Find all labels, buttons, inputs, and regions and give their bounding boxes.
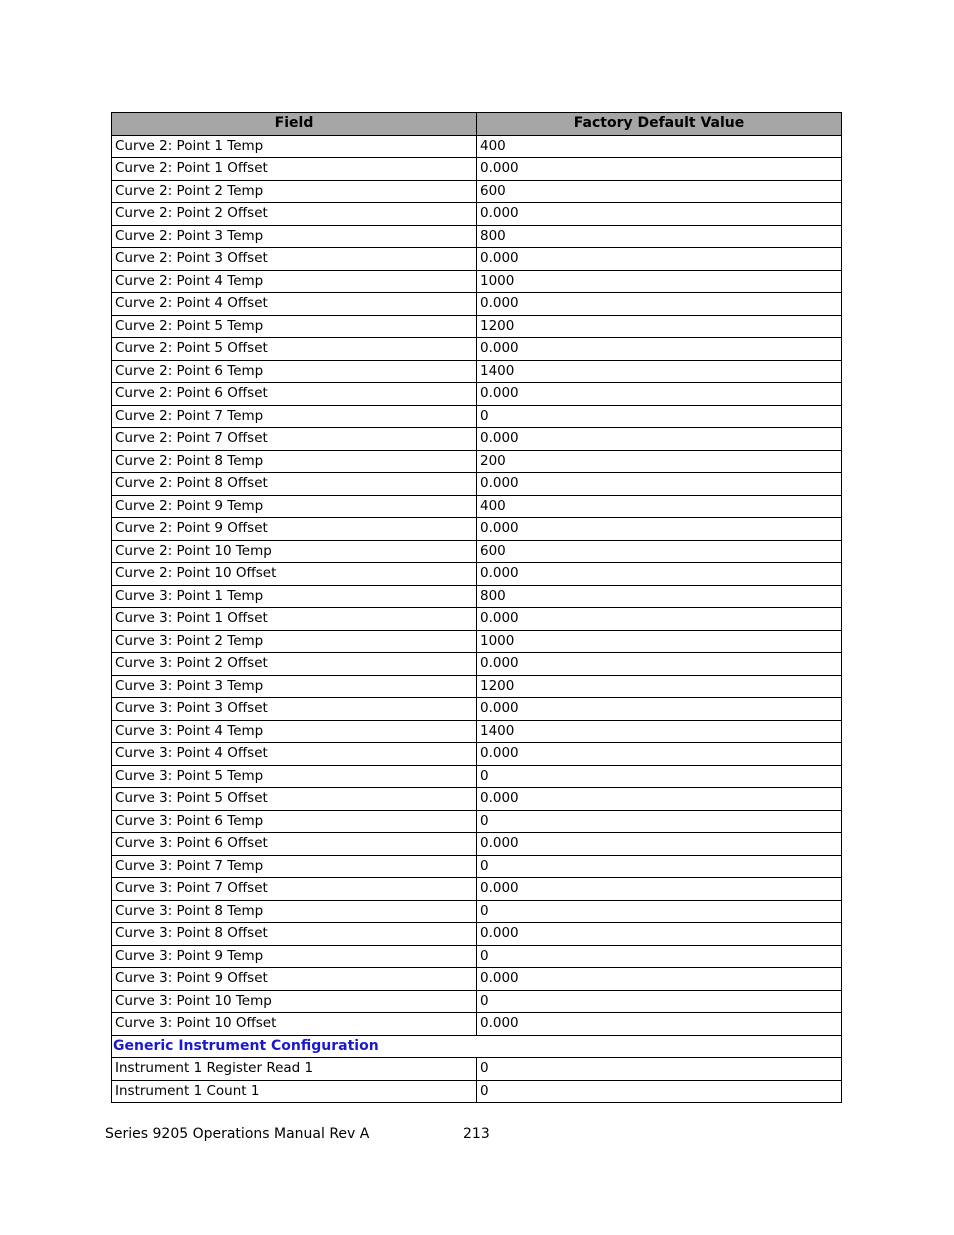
default-value-cell: 200 [477, 450, 842, 473]
default-value-cell: 1200 [477, 315, 842, 338]
field-cell: Curve 2: Point 2 Temp [112, 180, 477, 203]
default-value-cell: 0.000 [477, 473, 842, 496]
default-value-cell: 0.000 [477, 743, 842, 766]
default-value-cell: 0 [477, 945, 842, 968]
default-value-cell: 0 [477, 855, 842, 878]
table-row [112, 158, 842, 181]
field-cell: Curve 3: Point 6 Offset [112, 833, 477, 856]
field-cell: Curve 3: Point 9 Offset [112, 968, 477, 991]
default-value-cell: 0.000 [477, 563, 842, 586]
field-cell: Curve 3: Point 2 Offset [112, 653, 477, 676]
field-cell: Curve 2: Point 1 Offset [112, 158, 477, 181]
table-row [112, 698, 842, 721]
default-value-cell: 1000 [477, 630, 842, 653]
default-value-cell: 0.000 [477, 923, 842, 946]
field-cell: Curve 3: Point 2 Temp [112, 630, 477, 653]
default-value-cell: 0 [477, 1080, 842, 1103]
default-value-cell: 1400 [477, 360, 842, 383]
footer-manual-title: Series 9205 Operations Manual Rev A [105, 1126, 370, 1142]
table-row [112, 135, 842, 158]
table-row [112, 743, 842, 766]
default-value-cell: 0 [477, 405, 842, 428]
default-value-cell: 0 [477, 990, 842, 1013]
field-cell: Curve 2: Point 6 Offset [112, 383, 477, 406]
table-row [112, 180, 842, 203]
table-row [112, 563, 842, 586]
table-row [112, 293, 842, 316]
field-cell: Curve 3: Point 3 Temp [112, 675, 477, 698]
default-value-cell: 0.000 [477, 698, 842, 721]
default-value-cell: 600 [477, 540, 842, 563]
field-cell: Curve 2: Point 4 Offset [112, 293, 477, 316]
field-cell: Curve 2: Point 4 Temp [112, 270, 477, 293]
field-cell: Curve 3: Point 8 Temp [112, 900, 477, 923]
default-value-cell: 0.000 [477, 878, 842, 901]
default-value-cell: 1200 [477, 675, 842, 698]
table-row [112, 203, 842, 226]
table-row [112, 968, 842, 991]
field-cell: Curve 3: Point 10 Temp [112, 990, 477, 1013]
field-cell: Curve 2: Point 9 Temp [112, 495, 477, 518]
table-row [112, 1058, 842, 1081]
default-value-cell: 800 [477, 225, 842, 248]
default-value-cell: 0.000 [477, 968, 842, 991]
default-value-cell: 400 [477, 135, 842, 158]
field-cell: Curve 2: Point 5 Temp [112, 315, 477, 338]
table-row [112, 473, 842, 496]
field-cell: Curve 2: Point 8 Offset [112, 473, 477, 496]
table-row [112, 1013, 842, 1036]
section-heading: Generic Instrument Configuration [112, 1035, 842, 1058]
table-row [112, 338, 842, 361]
default-value-cell: 0.000 [477, 248, 842, 271]
default-value-cell: 0.000 [477, 833, 842, 856]
default-value-cell: 0.000 [477, 338, 842, 361]
field-cell: Curve 3: Point 1 Offset [112, 608, 477, 631]
table-row [112, 428, 842, 451]
field-cell: Curve 3: Point 5 Temp [112, 765, 477, 788]
table-row [112, 878, 842, 901]
table-row [112, 450, 842, 473]
field-cell: Curve 3: Point 3 Offset [112, 698, 477, 721]
table-row [112, 788, 842, 811]
table-row [112, 810, 842, 833]
table-row [112, 608, 842, 631]
default-value-cell: 0 [477, 765, 842, 788]
field-cell: Curve 2: Point 6 Temp [112, 360, 477, 383]
field-cell: Curve 2: Point 1 Temp [112, 135, 477, 158]
table-row [112, 923, 842, 946]
default-value-cell: 800 [477, 585, 842, 608]
column-header-field: Field [112, 113, 477, 136]
table-row [112, 765, 842, 788]
default-value-cell: 0.000 [477, 158, 842, 181]
default-value-cell: 600 [477, 180, 842, 203]
table-row [112, 855, 842, 878]
field-cell: Instrument 1 Register Read 1 [112, 1058, 477, 1081]
field-cell: Curve 3: Point 4 Temp [112, 720, 477, 743]
factory-defaults-table [111, 112, 842, 1103]
footer-page-number: 213 [463, 1126, 490, 1142]
default-value-cell: 1000 [477, 270, 842, 293]
default-value-cell: 0.000 [477, 1013, 842, 1036]
field-cell: Curve 3: Point 8 Offset [112, 923, 477, 946]
default-value-cell: 0 [477, 810, 842, 833]
field-cell: Curve 2: Point 7 Offset [112, 428, 477, 451]
table-row [112, 495, 842, 518]
default-value-cell: 1400 [477, 720, 842, 743]
field-cell: Curve 2: Point 8 Temp [112, 450, 477, 473]
table-row [112, 518, 842, 541]
table-row [112, 653, 842, 676]
table-row [112, 405, 842, 428]
table-row [112, 360, 842, 383]
field-cell: Curve 2: Point 3 Offset [112, 248, 477, 271]
table-row [112, 248, 842, 271]
table-row [112, 720, 842, 743]
table-body [112, 135, 842, 1103]
field-cell: Curve 3: Point 6 Temp [112, 810, 477, 833]
default-value-cell: 0.000 [477, 608, 842, 631]
field-cell: Curve 3: Point 9 Temp [112, 945, 477, 968]
table-row [112, 630, 842, 653]
table-row [112, 315, 842, 338]
field-cell: Curve 2: Point 9 Offset [112, 518, 477, 541]
field-cell: Curve 3: Point 4 Offset [112, 743, 477, 766]
field-cell: Curve 2: Point 5 Offset [112, 338, 477, 361]
table-row [112, 945, 842, 968]
field-cell: Curve 3: Point 5 Offset [112, 788, 477, 811]
table-section-row [112, 1035, 842, 1058]
field-cell: Curve 2: Point 10 Temp [112, 540, 477, 563]
field-cell: Curve 2: Point 3 Temp [112, 225, 477, 248]
field-cell: Curve 3: Point 7 Temp [112, 855, 477, 878]
table-row [112, 270, 842, 293]
table-row [112, 383, 842, 406]
default-value-cell: 0.000 [477, 518, 842, 541]
table-row [112, 540, 842, 563]
field-cell: Curve 2: Point 10 Offset [112, 563, 477, 586]
default-value-cell: 0.000 [477, 203, 842, 226]
table-row [112, 225, 842, 248]
default-value-cell: 0.000 [477, 428, 842, 451]
default-value-cell: 0 [477, 1058, 842, 1081]
default-value-cell: 0.000 [477, 788, 842, 811]
table-row [112, 900, 842, 923]
column-header-default-value: Factory Default Value [477, 113, 842, 136]
default-value-cell: 0.000 [477, 383, 842, 406]
table-row [112, 675, 842, 698]
default-value-cell: 0.000 [477, 293, 842, 316]
table-header-row [112, 113, 842, 136]
table-row [112, 833, 842, 856]
field-cell: Curve 2: Point 7 Temp [112, 405, 477, 428]
table-row [112, 1080, 842, 1103]
field-cell: Curve 3: Point 1 Temp [112, 585, 477, 608]
field-cell: Curve 3: Point 7 Offset [112, 878, 477, 901]
default-value-cell: 0.000 [477, 653, 842, 676]
field-cell: Curve 2: Point 2 Offset [112, 203, 477, 226]
table-row [112, 990, 842, 1013]
default-value-cell: 400 [477, 495, 842, 518]
field-cell: Instrument 1 Count 1 [112, 1080, 477, 1103]
table-row [112, 585, 842, 608]
field-cell: Curve 3: Point 10 Offset [112, 1013, 477, 1036]
default-value-cell: 0 [477, 900, 842, 923]
